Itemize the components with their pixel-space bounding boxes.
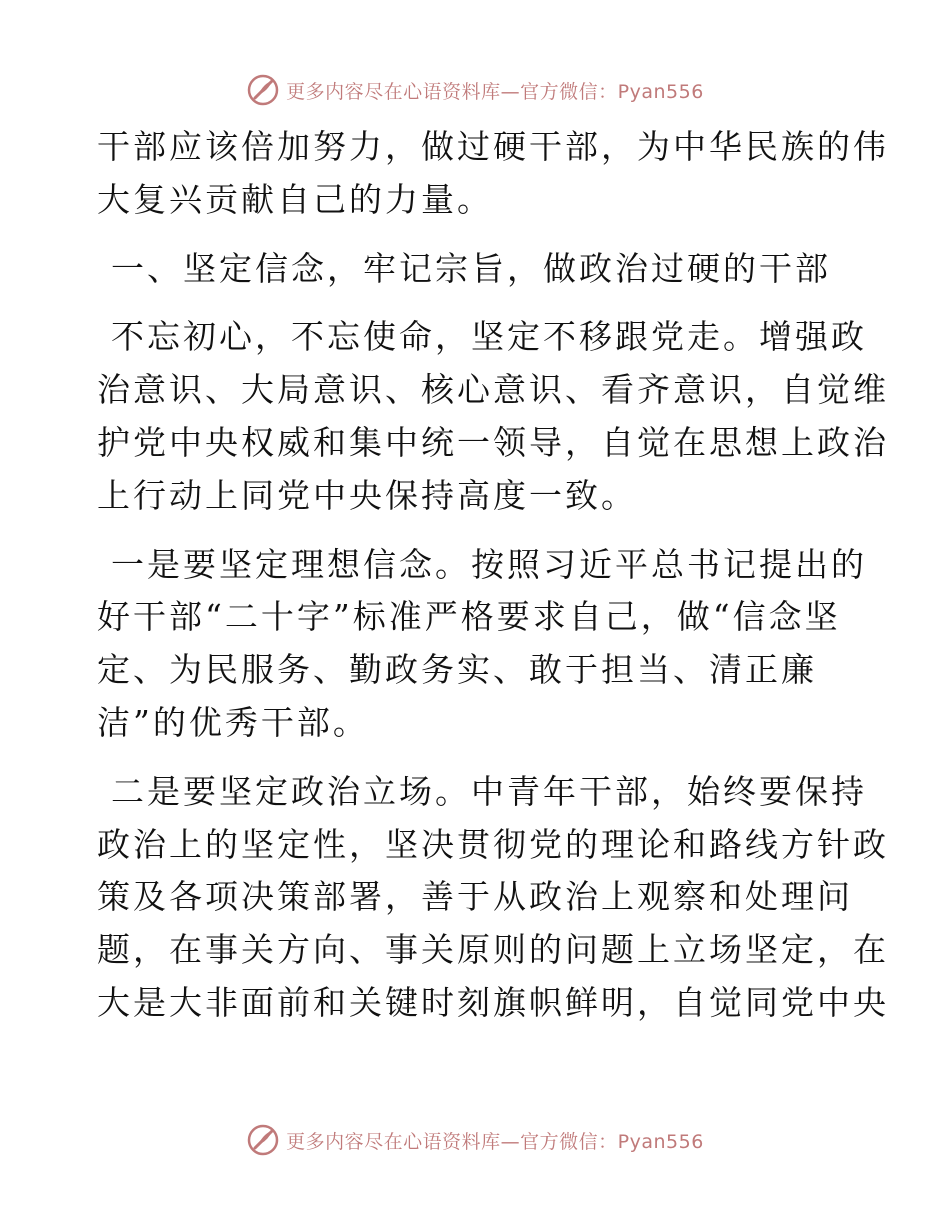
paragraph-1 bbox=[97, 121, 889, 227]
text-line: 好干部“二十字”标准严格要求自己，做“信念坚 bbox=[97, 597, 841, 637]
watermark-text: 更多内容尽在心语资料库—官方微信：Pyan556 bbox=[286, 80, 704, 103]
heading-line: 一、坚定信念，牢记宗旨，做政治过硬的干部 bbox=[111, 248, 831, 288]
text-line: 护党中央权威和集中统一领导，自觉在思想上政治 bbox=[97, 422, 889, 462]
text-line: 策及各项决策部署，善于从政治上观察和处理问 bbox=[97, 877, 853, 917]
text-line: 上行动上同党中央保持高度一致。 bbox=[97, 475, 637, 515]
text-line: 题，在事关方向、事关原则的问题上立场坚定，在 bbox=[97, 930, 889, 970]
watermark-text: 更多内容尽在心语资料库—官方微信：Pyan556 bbox=[286, 1130, 704, 1153]
text-line: 治意识、大局意识、核心意识、看齐意识，自觉维 bbox=[97, 370, 889, 410]
section-heading bbox=[97, 243, 857, 296]
text-line: 大复兴贡献自己的力量。 bbox=[97, 179, 493, 219]
text-line: 一是要坚定理想信念。按照习近平总书记提出的 bbox=[111, 544, 867, 584]
watermark-footer bbox=[0, 1120, 950, 1160]
paragraph-3 bbox=[97, 311, 889, 522]
paragraph-5 bbox=[97, 766, 889, 1030]
paragraph-4 bbox=[97, 539, 867, 750]
watermark-header bbox=[0, 70, 950, 110]
text-line: 大是大非面前和关键时刻旗帜鲜明，自觉同党中央 bbox=[97, 982, 889, 1022]
text-line: 定、为民服务、勤政务实、敢于担当、清正廉 bbox=[97, 650, 817, 690]
text-line: 政治上的坚定性，坚决贯彻党的理论和路线方针政 bbox=[97, 824, 889, 864]
text-line: 干部应该倍加努力，做过硬干部，为中华民族的伟 bbox=[97, 127, 889, 166]
text-line: 洁”的优秀干部。 bbox=[97, 702, 369, 742]
feather-logo-icon bbox=[246, 1123, 280, 1157]
text-line: 不忘初心，不忘使命，坚定不移跟党走。增强政 bbox=[111, 317, 867, 357]
feather-logo-icon bbox=[246, 73, 280, 107]
text-line: 二是要坚定政治立场。中青年干部，始终要保持 bbox=[111, 771, 867, 811]
document-body bbox=[97, 121, 889, 1030]
